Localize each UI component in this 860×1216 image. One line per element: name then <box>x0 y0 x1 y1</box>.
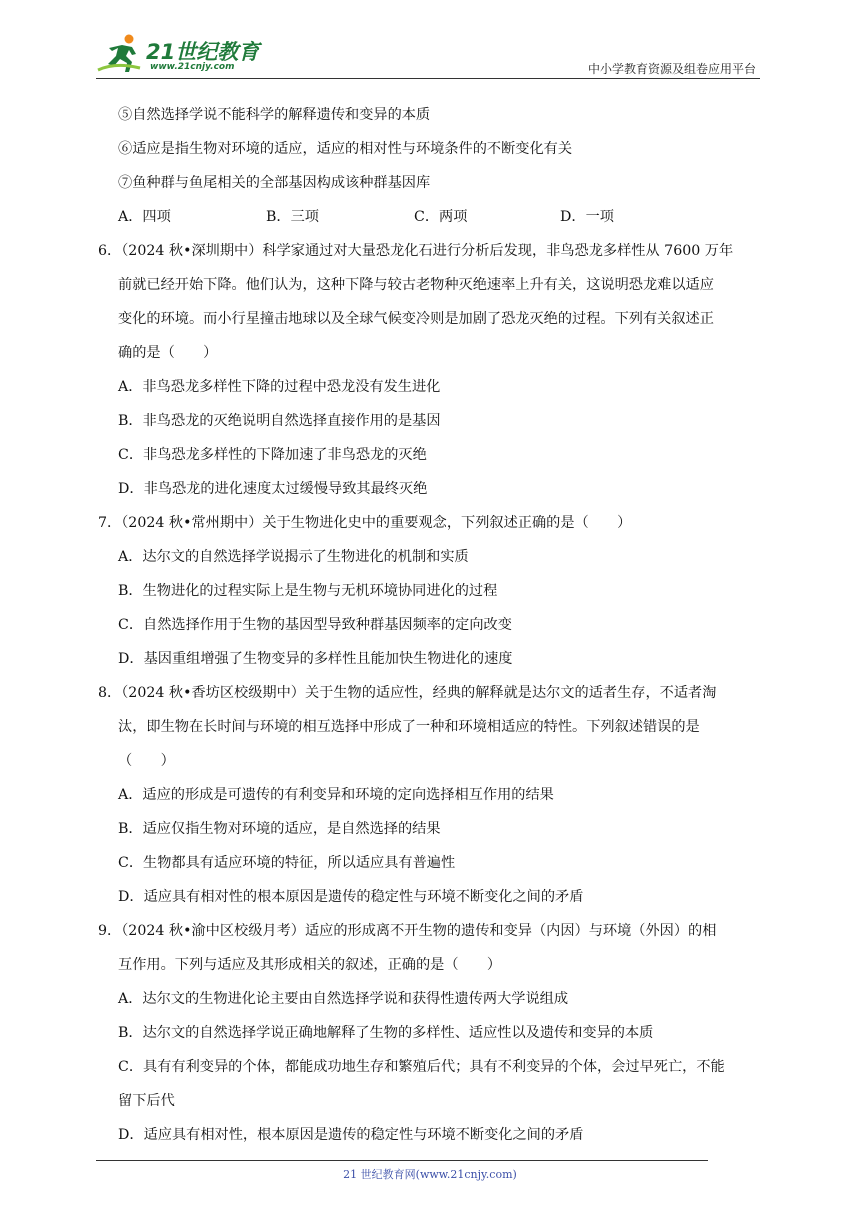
option-d[interactable]: D．基因重组增强了生物变异的多样性且能加快生物进化的速度 <box>118 651 513 667</box>
option-d[interactable]: D．非鸟恐龙的进化速度太过缓慢导致其最终灭绝 <box>118 481 428 497</box>
option-a[interactable]: A．适应的形成是可遗传的有利变异和环境的定向选择相互作用的结果 <box>118 787 554 803</box>
question-stem: 前就已经开始下降。他们认为，这种下降与较古老物种灭绝速率上升有关，这说明恐龙难以适应 <box>118 277 714 293</box>
footer-text[interactable]: 21 世纪教育网(www.21cnjy.com) <box>343 1168 517 1181</box>
question-stem: 8．（2024 秋•香坊区校级期中）关于生物的适应性，经典的解释就是达尔文的适者生存，不适者淘 <box>98 685 717 701</box>
question-stem: 互作用。下列与适应及其形成相关的叙述，正确的是（ ） <box>118 957 502 973</box>
question-content <box>98 98 762 1152</box>
question-stem: 9．（2024 秋•渝中区校级月考）适应的形成离不开生物的遗传和变异（内因）与环境（外因）的相 <box>98 923 717 939</box>
option-b[interactable]: B．适应仅指生物对环境的适应，是自然选择的结果 <box>118 821 441 837</box>
option-b[interactable]: B．非鸟恐龙的灭绝说明自然选择直接作用的是基因 <box>118 413 441 429</box>
option-d[interactable]: D．适应具有相对性的根本原因是遗传的稳定性与环境不断变化之间的矛盾 <box>118 889 584 905</box>
statement-item: ⑥适应是指生物对环境的适应，适应的相对性与环境条件的不断变化有关 <box>118 141 573 157</box>
statement-item: ⑤自然选择学说不能科学的解释遗传和变异的本质 <box>118 107 431 123</box>
question-stem: 6．（2024 秋•深圳期中）科学家通过对大量恐龙化石进行分析后发现，非鸟恐龙多样性从 7600 万年 <box>98 243 734 259</box>
platform-tagline: 中小学教育资源及组卷应用平台 <box>587 62 756 76</box>
question-stem: 确的是（ ） <box>118 345 218 361</box>
option-c[interactable]: C．两项 <box>414 209 468 225</box>
footer-divider <box>96 1160 708 1161</box>
option-c-continued: 留下后代 <box>118 1093 175 1109</box>
option-c[interactable]: C．生物都具有适应环境的特征，所以适应具有普遍性 <box>118 855 456 871</box>
option-c[interactable]: C．非鸟恐龙多样性的下降加速了非鸟恐龙的灭绝 <box>118 447 427 463</box>
option-d[interactable]: D．一项 <box>560 209 614 225</box>
header-divider <box>96 78 760 79</box>
option-d[interactable]: D．适应具有相对性，根本原因是遗传的稳定性与环境不断变化之间的矛盾 <box>118 1127 584 1143</box>
page-header <box>96 30 760 78</box>
logo-text: 21世纪教育 <box>146 40 260 64</box>
option-b[interactable]: B．三项 <box>266 209 319 225</box>
question-stem: （ ） <box>118 753 175 769</box>
q5-options <box>98 200 762 234</box>
option-a[interactable]: A．达尔文的自然选择学说揭示了生物进化的机制和实质 <box>118 549 469 565</box>
question-stem: 变化的环境。而小行星撞击地球以及全球气候变冷则是加剧了恐龙灭绝的过程。下列有关叙述正 <box>118 311 714 327</box>
statement-item: ⑦鱼种群与鱼尾相关的全部基因构成该种群基因库 <box>118 175 431 191</box>
option-b[interactable]: B．达尔文的自然选择学说正确地解释了生物的多样性、适应性以及遗传和变异的本质 <box>118 1025 654 1041</box>
option-b[interactable]: B．生物进化的过程实际上是生物与无机环境协同进化的过程 <box>118 583 498 599</box>
question-stem: 7．（2024 秋•常州期中）关于生物进化史中的重要观念，下列叙述正确的是（ ） <box>98 515 632 531</box>
option-c[interactable]: C．具有有利变异的个体，都能成功地生存和繁殖后代；具有不利变异的个体，会过早死亡，不能 <box>118 1059 725 1075</box>
option-a[interactable]: A．四项 <box>118 209 171 225</box>
runner-logo-icon <box>96 32 144 76</box>
logo-url: www.21cnjy.com <box>150 62 235 72</box>
site-logo[interactable] <box>96 30 266 78</box>
question-stem: 汰，即生物在长时间与环境的相互选择中形成了一种和环境相适应的特性。下列叙述错误的是 <box>118 719 700 735</box>
option-c[interactable]: C．自然选择作用于生物的基因型导致种群基因频率的定向改变 <box>118 617 512 633</box>
option-a[interactable]: A．非鸟恐龙多样性下降的过程中恐龙没有发生进化 <box>118 379 441 395</box>
option-a[interactable]: A．达尔文的生物进化论主要由自然选择学说和获得性遗传两大学说组成 <box>118 991 569 1007</box>
